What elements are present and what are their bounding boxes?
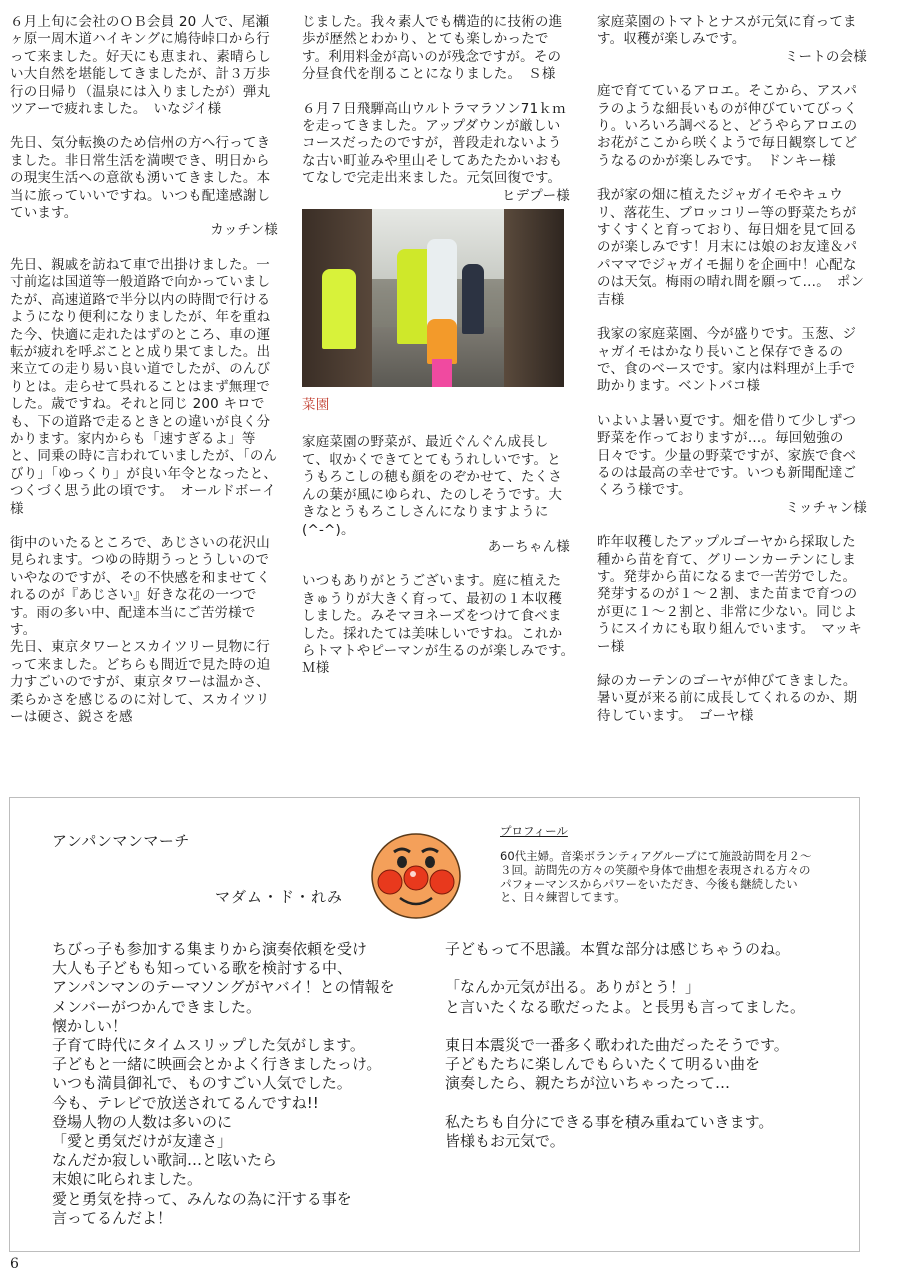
author-name: マダム・ド・れみ <box>215 888 344 906</box>
essay-line: なんだか寂しい歌詞…と呟いたら <box>52 1151 278 1170</box>
profile-title: プロフィール <box>500 824 568 838</box>
post-text: 街中のいたるところで、あじさいの花沢山見られます。つゆの時期うっとうしいのでいやなのですが、その不快感を和ませてくれるのが『あじさい』好きな花の一つです。雨の多い中、配達本当にご苦労様です。 先日、東京タワーとスカイツリー見物に行って来ました。どちらも間近で見た時の迫力すごいのですが、東京タワーは温かさ、柔らかさを感じるのに対して、スカイツリーは硬さ、鋭さを感 <box>10 534 271 726</box>
reader-post <box>302 434 570 556</box>
essay-line: 登場人物の人数は多いのに <box>52 1112 233 1131</box>
column-3 <box>597 14 867 742</box>
post-signature: あーちゃん様 <box>487 538 570 555</box>
post-text: 家庭菜園の野菜が、最近ぐんぐん成長して、収かくできてとてもうれしいです。とうもろこしの穂も顔をのぞかせて、たくさんの葉が風にゆられ、たのしそうです。大きなとうもろこしさんになりますように(^-^)。 <box>302 434 563 538</box>
post-text: 先日、親戚を訪ねて車で出掛けました。一寸前迄は国道等一般道路で向かっていましたが、高速道路で半分以内の時間で行けるようになり便利になりましたが、年を重ねた今、快適に走れたはずのところ、車の運転が疲れを呼ぶことと成り果てました。出来立ての走り易い良い道でしたが、のんびりとは。走らせて呉れることはまず無理でした。歳ですね。それと同じ 200 キロでも、下の道路で走るときとの違いが良く分かります。家内からも「速すぎるよ」等と、同乗の時に言われていましたが、「のんびり」「ゆっくり」が良い年令となったと、つくづく思う此の頃です。 オールドボーイ様 <box>10 256 278 517</box>
essay-line: 愛と勇気を持って、みんなの為に汗する事を <box>52 1189 352 1208</box>
essay-line: 末娘に叱られました。 <box>52 1170 203 1189</box>
post-text: 我家の家庭菜園、今が盛りです。玉葱、ジャガイモはかなり長いこと保存できるので、食のベースです。家内は料理が上手で助かります。ベントバコ様 <box>597 326 857 395</box>
essay-line: 子育て時代にタイムスリップした気がします。 <box>52 1036 365 1055</box>
column-1 <box>10 14 278 743</box>
post-signature: ヒデプー様 <box>501 187 570 204</box>
post-signature: ミッチャン様 <box>785 499 867 516</box>
essay-line: 皆様もお元気で。 <box>445 1131 565 1150</box>
essay-line: 子どもって不思議。本質な部分は感じちゃうのね。 <box>445 940 791 958</box>
essay-line: 子どもたちに楽しんでもらいたくて明るい曲を <box>445 1055 761 1074</box>
essay-line: 子どもと一緒に映画会とかよく行きましたっけ。 <box>52 1055 382 1074</box>
essay-line: メンバーがつかんできました。 <box>52 997 261 1016</box>
essay-line: 演奏したら、親たちが泣いちゃったって… <box>445 1074 731 1093</box>
anpanman-face-icon <box>370 832 462 920</box>
post-text: いつもありがとうございます。庭に植えたきゅうりが大きく育って、最初の１本収穫しました。みそマヨネーズをつけて食べました。採れたては美味しいですね。これからトマトやピーマンが生るのが楽しみです。 Ｍ様 <box>302 573 582 677</box>
reader-post <box>10 14 278 118</box>
reader-post <box>302 101 570 205</box>
song-title: アンパンマンマーチ <box>52 832 190 850</box>
essay-line: アンパンマンのテーマソングがヤバイ！との情報を <box>52 978 395 997</box>
essay-line: 私たちも自分にできる事を積み重ねていきます。 <box>445 1112 774 1131</box>
page-number: 6 <box>10 1256 19 1272</box>
essay-line <box>445 1017 845 1036</box>
essay-line: 「なんか元気が出る。ありがとう！」 <box>445 978 701 997</box>
reader-post <box>10 535 278 726</box>
essay-line: いつも満員御礼で、ものすごい人気でした。 <box>52 1074 352 1093</box>
reader-post <box>597 326 867 396</box>
reader-post <box>302 14 570 84</box>
essay-line: ちびっ子も参加する集まりから演奏依頼を受け <box>52 940 368 958</box>
post-text: 我が家の畑に植えたジャガイモやキュウリ、落花生、ブロッコリー等の野菜たちがすくすくと育っており、毎日畑を見て回るのが楽しみです！月末には娘のお友達＆パパママでジャガイモ掘りを企画中！心配なのは天気。梅雨の晴れ間を願って…。 ポン吉様 <box>597 187 865 308</box>
essay-line: と言いたくなる歌だったよ。と長男も言ってました。 <box>445 997 806 1016</box>
post-text: じました。我々素人でも構造的に技術の進歩が歴然とわかり、とても楽しかったです。利用料金が高いのが残念ですが。その分昼食代を削ることになりました。 Ｓ様 <box>302 14 563 83</box>
post-text: ６月７日飛騨高山ウルトラマラソン71ｋｍを走ってきました。アップダウンが厳しいコースだったのですが，普段走れないような古い町並みや里山そしてあたたかいおもてなしで完走出来ました。元気回復です。 <box>302 100 566 187</box>
post-text: 昨年収穫したアップルゴーヤから採取した種から苗を育て、グリーンカーテンにします。発芽から苗になるまで一苦労でした。発芽するのが１～２割、また苗まで育つのが更に１～２割と、非常に少ない。同じようにスイカにも取り組んでいます。 マッキー様 <box>597 534 862 655</box>
section-label-garden: 菜園 <box>302 397 330 414</box>
reader-post <box>597 83 867 170</box>
feature-box <box>9 797 860 1252</box>
post-text: ６月上旬に会社のＯＢ会員 20 人で、尾瀬ヶ原一周木道ハイキングに鳩待峠口から行って来ました。好天にも恵まれ、素晴らしい大自然を堪能してきましたが、計３万歩行の日帰り（温泉には入りましたが）弾丸ツアーで疲れました。 いなジイ様 <box>10 14 272 118</box>
essay-line: 大人も子どもも知っている歌を検討する中、 <box>52 959 353 978</box>
essay-line: 今も、テレビで放送されてるんですね!! <box>52 1093 319 1112</box>
post-text: いよいよ暑い夏です。畑を借りて少しずつ野菜を作っておりますが…。毎回勉強の日々です。少量の野菜ですが、家族で食べるのは最高の幸せです。いつも新聞配達ごくろう様です。 <box>597 412 857 499</box>
reader-post <box>597 534 867 656</box>
column-2 <box>302 14 582 695</box>
essay-line: 「愛と勇気だけが友達さ」 <box>52 1132 233 1151</box>
reader-post <box>10 257 278 518</box>
reader-post <box>302 573 582 677</box>
essay-right <box>445 940 845 1151</box>
essay-line: 言ってるんだよ！ <box>52 1208 173 1227</box>
essay-line: 懐かしい！ <box>52 1016 128 1035</box>
post-signature: カッチン様 <box>210 222 278 239</box>
essay-left <box>52 940 422 1228</box>
post-text: 緑のカーテンのゴーヤが伸びてきました。暑い夏が来る前に成長してくれるのか、期待しています。 ゴーヤ様 <box>597 673 858 724</box>
essay-line <box>445 1094 845 1113</box>
post-text: 家庭菜園のトマトとナスが元気に育ってます。収穫が楽しみです。 <box>597 14 857 48</box>
reader-post <box>597 413 867 517</box>
marathon-photo <box>302 209 564 387</box>
post-text: 先日、気分転換のため信州の方へ行ってきました。非日常生活を満喫でき、明日からの現実生活への意欲も湧いてきました。本当に旅っていいですね。いつも配達感謝しています。 <box>10 135 271 222</box>
reader-post <box>10 135 278 239</box>
post-text: 庭で育てているアロエ。そこから、アスパラのような細長いものが伸びていてびっくり。いろいろ調べると、どうやらアロエのお花がここから咲くようで毎日観察してどうなるのかが楽しみです。 ドンキー様 <box>597 83 858 169</box>
profile-text: 60代主婦。音楽ボランティアグループにて施設訪問を月２～３回。訪問先の方々の笑顔や身体で曲想を表現される方々のパフォーマンスからパワーをいただき、今後も継続したいと、日々練習してます。 <box>500 849 812 905</box>
post-signature: ミートの会様 <box>784 48 867 65</box>
reader-post <box>597 187 867 309</box>
reader-post <box>597 673 867 725</box>
essay-line: 東日本震災で一番多く歌われた曲だったそうです。 <box>445 1035 789 1054</box>
essay-line <box>445 959 845 978</box>
reader-post <box>597 14 867 66</box>
